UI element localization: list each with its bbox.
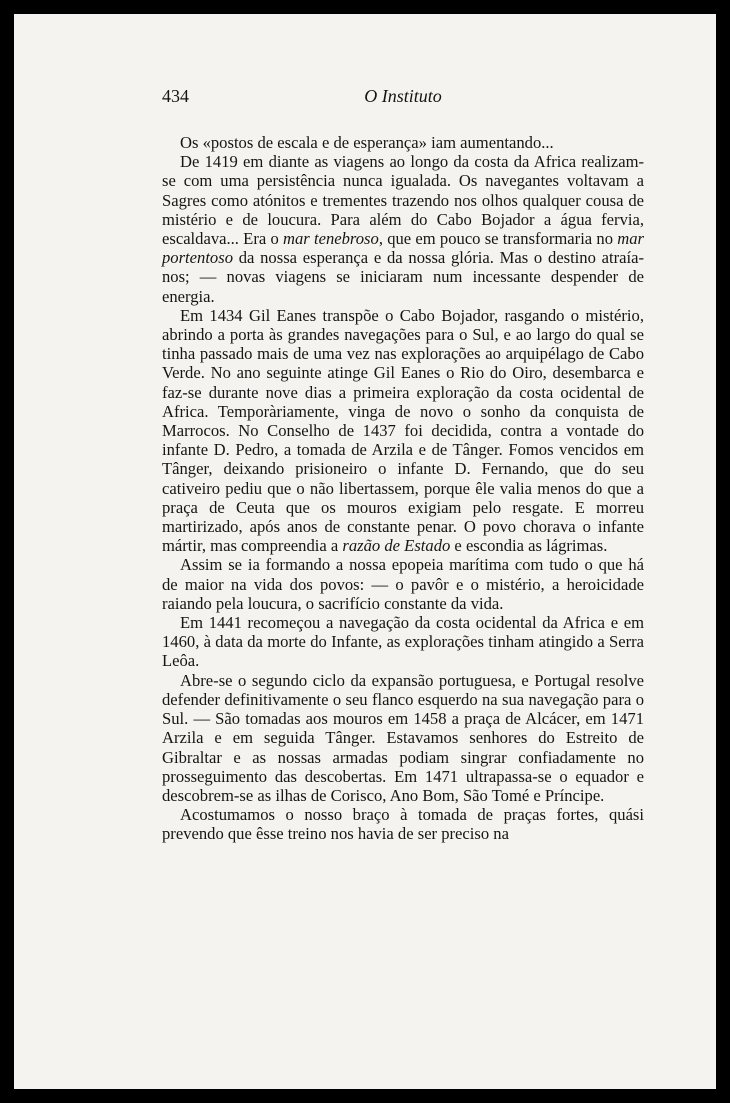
paragraph [162, 152, 644, 306]
page-number: 434 [162, 86, 189, 106]
body-text [162, 133, 644, 844]
paragraph [162, 805, 644, 843]
paragraph [162, 613, 644, 671]
text-segment: Em 1441 recomeçou a navegação da costa ocidental da Africa e em 1460, à data da morte do Infante, as explorações tinham atingido a Serra Leôa. [162, 613, 644, 671]
text-segment: De 1419 em diante as viagens ao longo da costa da Africa realizam-se com uma persistência nunca igualada. Os navegantes voltavam a Sagres como atónitos e trementes trazendo nos olhos qualquer cousa de mistério e de loucura. Para além do Cabo Bojador a água fervia, escaldava... Era o [162, 152, 644, 249]
page-header [162, 86, 644, 110]
paragraph [162, 133, 644, 152]
text-segment: Assim se ia formando a nossa epopeia marítima com tudo o que há de maior na vida dos povos: — o pavôr e o mistério, a heroicidade raiando pela loucura, o sacrifício constante da vida. [162, 555, 644, 613]
text-segment: Em 1434 Gil Eanes transpõe o Cabo Bojador, rasgando o mistério, abrindo a porta às grandes navegações para o Sul, e ao largo do qual se tinha passado mais de uma vez nas explorações ao arquipélago de Cabo Verde. No ano seguinte atinge Gil Eanes o Rio do Oiro, desembarca e faz-se durante nove dias a primeira exploração da costa ocidental de Africa. Temporàriamente, vinga de novo o sonho da conquista de Marrocos. No Conselho de 1437 foi decidida, contra a vontade do infante D. Pedro, a tomada de Arzila e de Tânger. Fomos vencidos em Tânger, deixando prisioneiro o infante D. Fernando, que do seu cativeiro pediu que o não libertassem, porque êle valia menos do que a praça de Ceuta que os mouros exigiam pelo resgate. E morreu martirizado, após anos de constante penar. O povo chorava o infante mártir, mas compreendia a [162, 305, 644, 556]
italic-phrase: mar portentoso [162, 229, 645, 268]
paragraph [162, 671, 644, 805]
text-segment: , que em pouco se transformaria no [378, 229, 618, 249]
text-segment: da nossa esperança e da nossa glória. Mas o destino atraía-nos; — novas viagens se iniciaram num incessante despender de energia. [162, 248, 644, 306]
running-title: O Instituto [364, 86, 442, 106]
paragraph [162, 306, 644, 556]
text-segment: Abre-se o segundo ciclo da expansão portuguesa, e Portugal resolve defender definitivamente o seu flanco esquerdo na sua navegação para o Sul. — São tomadas aos mouros em 1458 a praça de Alcácer, em 1471 Arzila e em seguida Tânger. Estavamos senhores do Estreito de Gibraltar e as nossas armadas podiam singrar confiadamente no prosseguimento das descobertas. Em 1471 ultrapassa-se o equador e descobrem-se as ilhas de Corisco, Ano Bom, São Tomé e Príncipe. [162, 670, 644, 805]
paragraph [162, 555, 644, 613]
text-segment: Os «postos de escala e de esperança» iam aumentando... [180, 133, 554, 152]
italic-phrase: razão de Estado [342, 536, 451, 556]
book-page [14, 14, 716, 1089]
italic-phrase: mar tenebroso [283, 229, 379, 249]
text-segment: Acostumamos o nosso braço à tomada de praças fortes, quási prevendo que êsse treino nos havia de ser preciso na [162, 805, 644, 844]
text-segment: e escondia as lágrimas. [450, 536, 608, 556]
